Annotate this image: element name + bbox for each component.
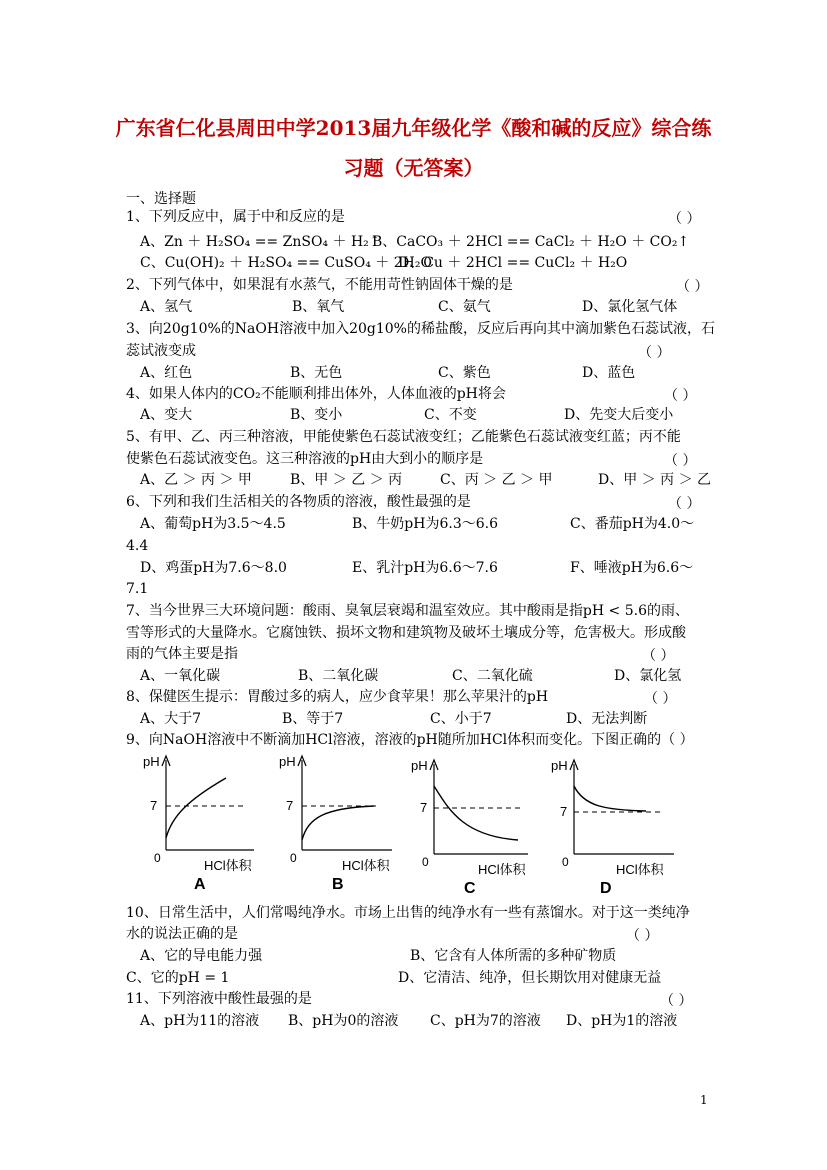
q3-stem-line2: 蕊试液变成 bbox=[126, 343, 196, 359]
q3-stem-line1: 3、向20g10%的NaOH溶液中加入20g10%的稀盐酸，反应后再向其中滴加紫色石蕊试液，石 bbox=[126, 321, 715, 337]
q4-option-c: C、不变 bbox=[424, 407, 477, 423]
q10-option-a: A、它的导电能力强 bbox=[140, 948, 263, 964]
q4-stem: 4、如果人体内的CO₂不能顺利排出体外，人体血液的pH将会 bbox=[126, 386, 506, 402]
q9-graph-c bbox=[408, 756, 538, 898]
q3-option-b: B、无色 bbox=[290, 365, 343, 381]
q6-option-c-cont: 4.4 bbox=[126, 538, 149, 554]
q5-stem-line2: 使紫色石蕊试液变色。这三种溶液的pH由大到小的顺序是 bbox=[126, 451, 484, 467]
document-title-line1: 广东省仁化县周田中学2013届九年级化学《酸和碱的反应》综合练 bbox=[115, 116, 712, 140]
q11-option-c: C、pH为7的溶液 bbox=[430, 1013, 541, 1029]
q1-answer-paren: （ ） bbox=[668, 211, 701, 227]
origin-label: 0 bbox=[562, 855, 569, 869]
seven-label: 7 bbox=[420, 800, 428, 815]
q3-option-c: C、紫色 bbox=[438, 365, 491, 381]
q3-option-a: A、红色 bbox=[140, 365, 193, 381]
q6-option-a: A、葡萄pH为3.5～4.5 bbox=[140, 516, 286, 532]
y-label: pH bbox=[551, 758, 568, 773]
q1-stem: 1、下列反应中，属于中和反应的是 bbox=[126, 209, 345, 225]
q8-option-b: B、等于7 bbox=[282, 711, 344, 727]
graph-label: D bbox=[600, 880, 612, 897]
seven-label: 7 bbox=[560, 804, 568, 819]
section-heading: 一、选择题 bbox=[126, 191, 196, 207]
q11-option-d: D、pH为1的溶液 bbox=[566, 1013, 678, 1029]
q2-option-d: D、氯化氢气体 bbox=[582, 299, 678, 315]
q2-stem: 2、下列气体中，如果混有水蒸气，不能用苛性钠固体干燥的是 bbox=[126, 277, 513, 293]
seven-label: 7 bbox=[286, 798, 294, 813]
ph-curve bbox=[166, 778, 226, 838]
graph-label: B bbox=[332, 876, 344, 893]
q1-option-d: D、Cu ＋ 2HCl == CuCl₂ ＋ H₂O bbox=[398, 255, 628, 271]
ph-curve bbox=[302, 806, 374, 840]
q5-option-d: D、甲 ＞ 丙 ＞ 乙 bbox=[598, 472, 712, 488]
origin-label: 0 bbox=[422, 855, 429, 869]
q6-answer-paren: （ ） bbox=[668, 496, 701, 512]
q11-stem: 11、下列溶液中酸性最强的是 bbox=[126, 991, 312, 1007]
ph-curve bbox=[434, 786, 518, 840]
q2-answer-paren: （ ） bbox=[676, 279, 709, 295]
y-label: pH bbox=[279, 754, 296, 769]
page-number: 1 bbox=[700, 1093, 708, 1107]
q9-stem: 9、向NaOH溶液中不断滴加HCl溶液，溶液的pH随所加HCl体积而变化。下图正确的（ ） bbox=[126, 732, 694, 748]
q7-answer-paren: （ ） bbox=[642, 648, 675, 664]
q1-option-a: A、Zn ＋ H₂SO₄ == ZnSO₄ ＋ H₂↑ bbox=[140, 234, 381, 250]
origin-label: 0 bbox=[154, 851, 161, 865]
q2-option-a: A、氢气 bbox=[140, 299, 193, 315]
q11-option-a: A、pH为11的溶液 bbox=[140, 1013, 260, 1029]
q3-answer-paren: （ ） bbox=[638, 345, 671, 361]
q8-option-d: D、无法判断 bbox=[566, 711, 648, 727]
q4-option-b: B、变小 bbox=[290, 407, 343, 423]
q2-option-c: C、氨气 bbox=[438, 299, 491, 315]
q7-option-b: B、二氧化碳 bbox=[298, 668, 379, 684]
q10-stem-line1: 10、日常生活中，人们常喝纯净水。市场上出售的纯净水有一些有蒸馏水。对于这一类纯净 bbox=[126, 905, 690, 921]
q6-option-c: C、番茄pH为4.0～ bbox=[570, 516, 695, 532]
q3-option-d: D、蓝色 bbox=[582, 365, 636, 381]
q7-stem-line3: 雨的气体主要是指 bbox=[126, 646, 238, 662]
q11-answer-paren: （ ） bbox=[660, 993, 693, 1009]
q6-option-f-cont: 7.1 bbox=[126, 581, 149, 597]
q5-option-a: A、乙 ＞ 丙 ＞ 甲 bbox=[140, 472, 252, 488]
x-label: HCl体积 bbox=[342, 858, 390, 873]
x-label: HCl体积 bbox=[204, 858, 252, 873]
q9-graph-d bbox=[548, 756, 688, 898]
q8-option-c: C、小于7 bbox=[430, 711, 492, 727]
q5-option-b: B、甲 ＞ 乙 ＞ 丙 bbox=[290, 472, 403, 488]
graph-label: C bbox=[464, 880, 476, 897]
q6-option-f: F、唾液pH为6.6～ bbox=[570, 560, 694, 576]
q9-graph-b bbox=[276, 752, 406, 894]
q10-stem-line2: 水的说法正确的是 bbox=[126, 926, 238, 942]
q8-stem: 8、保健医生提示：胃酸过多的病人，应少食苹果！那么苹果汁的pH bbox=[126, 689, 549, 705]
q11-option-b: B、pH为0的溶液 bbox=[288, 1013, 399, 1029]
q1-option-c: C、Cu(OH)₂ ＋ H₂SO₄ == CuSO₄ ＋ 2H₂O bbox=[140, 255, 432, 271]
graph-label: A bbox=[194, 876, 206, 893]
y-label: pH bbox=[143, 754, 160, 769]
q6-option-e: E、乳汁pH为6.6～7.6 bbox=[352, 560, 498, 576]
q7-option-d: D、氯化氢 bbox=[614, 668, 682, 684]
x-label: HCl体积 bbox=[478, 862, 526, 877]
seven-label: 7 bbox=[150, 798, 158, 813]
q4-option-d: D、先变大后变小 bbox=[564, 407, 674, 423]
q7-option-c: C、二氧化硫 bbox=[452, 668, 533, 684]
y-label: pH bbox=[411, 758, 428, 773]
q7-stem-line2: 雪等形式的大量降水。它腐蚀铁、损坏文物和建筑物及破坏土壤成分等，危害极大。形成酸 bbox=[126, 625, 686, 641]
q4-answer-paren: （ ） bbox=[664, 388, 697, 404]
q10-option-c: C、它的pH = 1 bbox=[126, 970, 230, 986]
ph-curve bbox=[574, 786, 646, 811]
q6-option-d: D、鸡蛋pH为7.6～8.0 bbox=[140, 560, 287, 576]
q7-option-a: A、一氧化碳 bbox=[140, 668, 221, 684]
q9-graph-a bbox=[140, 752, 260, 894]
q2-option-b: B、氧气 bbox=[292, 299, 345, 315]
q5-answer-paren: （ ） bbox=[664, 453, 697, 469]
x-label: HCl体积 bbox=[616, 862, 664, 877]
q4-option-a: A、变大 bbox=[140, 407, 193, 423]
q6-option-b: B、牛奶pH为6.3～6.6 bbox=[352, 516, 498, 532]
document-title-line2: 习题（无答案） bbox=[343, 156, 484, 180]
q8-option-a: A、大于7 bbox=[140, 711, 202, 727]
q5-stem-line1: 5、有甲、乙、丙三种溶液，甲能使紫色石蕊试液变红；乙能紫色石蕊试液变红蓝；丙不能 bbox=[126, 429, 681, 445]
q6-stem: 6、下列和我们生活相关的各物质的溶液，酸性最强的是 bbox=[126, 494, 471, 510]
q10-option-d: D、它清洁、纯净，但长期饮用对健康无益 bbox=[398, 970, 662, 986]
q5-option-c: C、丙 ＞ 乙 ＞ 甲 bbox=[440, 472, 553, 488]
q7-stem-line1: 7、当今世界三大环境问题：酸雨、臭氧层衰竭和温室效应。其中酸雨是指pH < 5.6的雨、 bbox=[126, 603, 689, 619]
q1-option-b: B、CaCO₃ ＋ 2HCl == CaCl₂ ＋ H₂O ＋ CO₂↑ bbox=[372, 234, 690, 250]
q10-option-b: B、它含有人体所需的多种矿物质 bbox=[410, 948, 617, 964]
q10-answer-paren: （ ） bbox=[626, 928, 659, 944]
origin-label: 0 bbox=[290, 851, 297, 865]
q8-answer-paren: （ ） bbox=[644, 691, 677, 707]
